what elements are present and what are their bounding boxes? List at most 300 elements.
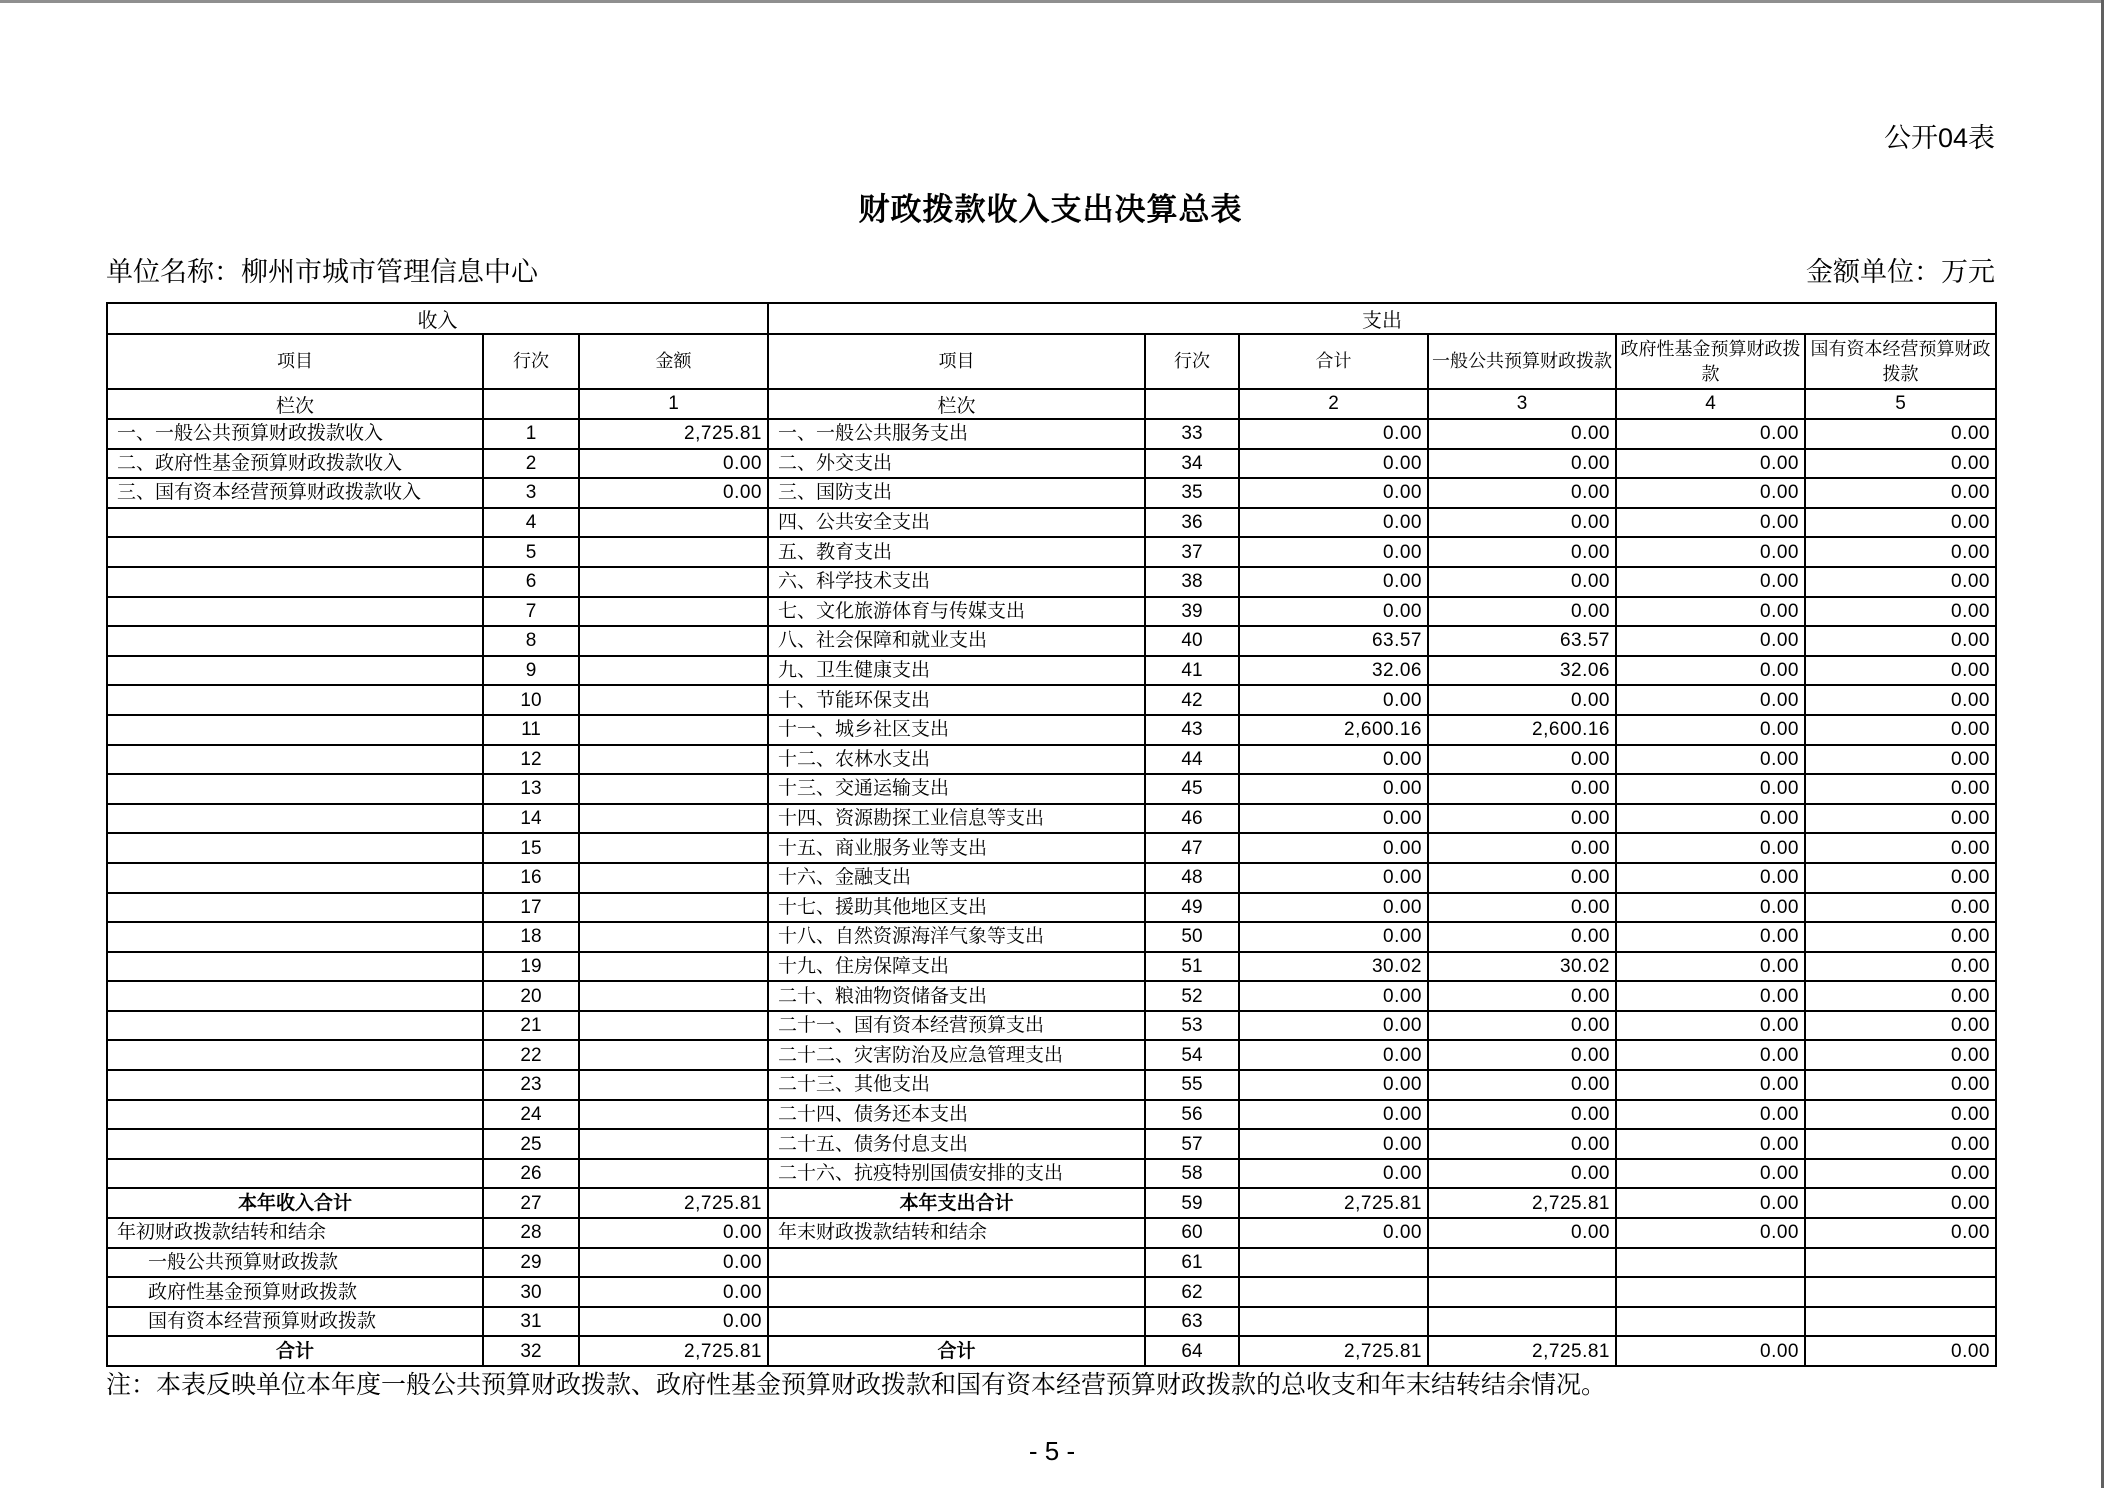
- unit-info-row: [106, 254, 1995, 290]
- expense-gov-fund-cell: 0.00: [1616, 508, 1805, 538]
- expense-total-cell: 0.00: [1239, 745, 1428, 775]
- expense-state-capital-cell: 0.00: [1805, 1188, 1996, 1218]
- income-line-cell: 19: [483, 952, 579, 982]
- expense-line-cell: 63: [1145, 1307, 1239, 1337]
- income-line-cell: 16: [483, 863, 579, 893]
- income-amount-cell: 0.00: [579, 449, 768, 479]
- expense-gov-fund-cell: 0.00: [1616, 1336, 1805, 1366]
- table-row: [107, 1040, 1996, 1070]
- expense-total-cell: [1239, 1277, 1428, 1307]
- expense-item-cell: 年末财政拨款结转和结余: [768, 1218, 1145, 1248]
- expense-total-cell: 0.00: [1239, 1159, 1428, 1189]
- expense-general-cell: 0.00: [1428, 508, 1616, 538]
- expense-line-cell: 36: [1145, 508, 1239, 538]
- expense-item-cell: 二、外交支出: [768, 449, 1145, 479]
- expense-state-capital-cell: 0.00: [1805, 952, 1996, 982]
- expense-total-header: 合计: [1239, 334, 1428, 389]
- expense-state-capital-cell: 0.00: [1805, 922, 1996, 952]
- expense-general-cell: 2,600.16: [1428, 715, 1616, 745]
- expense-item-cell: 二十五、债务付息支出: [768, 1129, 1145, 1159]
- expense-gov-fund-cell: 0.00: [1616, 863, 1805, 893]
- income-item-cell: [107, 981, 483, 1011]
- expense-general-cell: 0.00: [1428, 449, 1616, 479]
- table-row: [107, 774, 1996, 804]
- expense-state-capital-cell: 0.00: [1805, 478, 1996, 508]
- table-row: [107, 537, 1996, 567]
- income-item-cell: 一般公共预算财政拨款: [107, 1248, 483, 1278]
- income-amount-cell: [579, 685, 768, 715]
- expense-total-cell: 0.00: [1239, 893, 1428, 923]
- expense-item-cell: 九、卫生健康支出: [768, 656, 1145, 686]
- expense-index-line: [1145, 389, 1239, 419]
- income-line-cell: 9: [483, 656, 579, 686]
- expense-general-cell: 0.00: [1428, 833, 1616, 863]
- expense-general-cell: 0.00: [1428, 1218, 1616, 1248]
- expense-state-capital-cell: 0.00: [1805, 449, 1996, 479]
- expense-state-capital-header: 国有资本经营预算财政拨款: [1805, 334, 1996, 389]
- income-item-cell: [107, 715, 483, 745]
- income-item-cell: [107, 656, 483, 686]
- table-row: [107, 1248, 1996, 1278]
- expense-general-cell: 0.00: [1428, 922, 1616, 952]
- expense-total-cell: 2,725.81: [1239, 1188, 1428, 1218]
- expense-total-cell: 0.00: [1239, 1100, 1428, 1130]
- expense-line-cell: 38: [1145, 567, 1239, 597]
- expense-gov-fund-cell: 0.00: [1616, 419, 1805, 449]
- expense-gov-fund-cell: [1616, 1277, 1805, 1307]
- expense-gov-fund-cell: 0.00: [1616, 774, 1805, 804]
- expense-gov-fund-cell: 0.00: [1616, 537, 1805, 567]
- expense-item-cell: [768, 1277, 1145, 1307]
- expense-gov-fund-cell: 0.00: [1616, 715, 1805, 745]
- expense-item-cell: 合计: [768, 1336, 1145, 1366]
- income-amount-cell: [579, 952, 768, 982]
- document-page: [106, 0, 1995, 1367]
- income-amount-cell: 2,725.81: [579, 419, 768, 449]
- income-index-line: [483, 389, 579, 419]
- table-row: [107, 626, 1996, 656]
- expense-state-capital-cell: 0.00: [1805, 656, 1996, 686]
- expense-gov-fund-cell: [1616, 1307, 1805, 1337]
- income-item-cell: [107, 1129, 483, 1159]
- expense-gov-fund-cell: 0.00: [1616, 685, 1805, 715]
- income-line-cell: 28: [483, 1218, 579, 1248]
- income-amount-cell: [579, 833, 768, 863]
- expense-line-cell: 50: [1145, 922, 1239, 952]
- table-row: [107, 833, 1996, 863]
- table-row: [107, 449, 1996, 479]
- expense-line-cell: 47: [1145, 833, 1239, 863]
- income-line-cell: 32: [483, 1336, 579, 1366]
- income-amount-cell: [579, 1040, 768, 1070]
- expense-line-cell: 42: [1145, 685, 1239, 715]
- income-amount-cell: 0.00: [579, 1218, 768, 1248]
- expense-total-cell: 0.00: [1239, 508, 1428, 538]
- table-row: [107, 1011, 1996, 1041]
- expense-state-capital-cell: 0.00: [1805, 508, 1996, 538]
- expense-line-cell: 39: [1145, 597, 1239, 627]
- expense-item-cell: 二十、粮油物资储备支出: [768, 981, 1145, 1011]
- expense-gov-fund-cell: 0.00: [1616, 1188, 1805, 1218]
- expense-state-capital-cell: 0.00: [1805, 774, 1996, 804]
- expense-line-cell: 40: [1145, 626, 1239, 656]
- table-row: [107, 1336, 1996, 1366]
- expense-total-cell: 0.00: [1239, 774, 1428, 804]
- expense-general-cell: [1428, 1248, 1616, 1278]
- expense-state-capital-cell: 0.00: [1805, 537, 1996, 567]
- table-footnote: 注：本表反映单位本年度一般公共预算财政拨款、政府性基金预算财政拨款和国有资本经营预算财政拨款的总收支和年末结转结余情况。: [106, 1371, 1607, 1399]
- expense-state-capital-cell: 0.00: [1805, 1129, 1996, 1159]
- expense-general-cell: 0.00: [1428, 981, 1616, 1011]
- expense-index-5: 5: [1805, 389, 1996, 419]
- expense-item-cell: 二十三、其他支出: [768, 1070, 1145, 1100]
- income-amount-cell: [579, 774, 768, 804]
- income-line-cell: 27: [483, 1188, 579, 1218]
- expense-item-cell: [768, 1307, 1145, 1337]
- income-line-cell: 31: [483, 1307, 579, 1337]
- expense-item-cell: 七、文化旅游体育与传媒支出: [768, 597, 1145, 627]
- table-row: [107, 685, 1996, 715]
- expense-line-cell: 62: [1145, 1277, 1239, 1307]
- expense-item-cell: 十一、城乡社区支出: [768, 715, 1145, 745]
- table-row: [107, 922, 1996, 952]
- expense-line-cell: 37: [1145, 537, 1239, 567]
- income-amount-header: 金额: [579, 334, 768, 389]
- expense-line-cell: 35: [1145, 478, 1239, 508]
- income-line-cell: 22: [483, 1040, 579, 1070]
- table-row: [107, 893, 1996, 923]
- income-line-cell: 11: [483, 715, 579, 745]
- table-row: [107, 952, 1996, 982]
- expense-total-cell: [1239, 1307, 1428, 1337]
- expense-general-cell: 0.00: [1428, 863, 1616, 893]
- expense-general-cell: 0.00: [1428, 1040, 1616, 1070]
- income-line-cell: 3: [483, 478, 579, 508]
- expense-gov-fund-cell: 0.00: [1616, 833, 1805, 863]
- expense-general-cell: 0.00: [1428, 804, 1616, 834]
- table-row: [107, 478, 1996, 508]
- expense-gov-fund-cell: 0.00: [1616, 893, 1805, 923]
- expense-general-cell: 32.06: [1428, 656, 1616, 686]
- expense-line-cell: 55: [1145, 1070, 1239, 1100]
- expense-gov-fund-cell: 0.00: [1616, 626, 1805, 656]
- income-index-1: 1: [579, 389, 768, 419]
- column-index-row: [107, 389, 1996, 419]
- expense-state-capital-cell: 0.00: [1805, 1159, 1996, 1189]
- expense-line-cell: 49: [1145, 893, 1239, 923]
- expense-line-cell: 51: [1145, 952, 1239, 982]
- unit-name-label: 单位名称：柳州市城市管理信息中心: [106, 257, 538, 287]
- expense-line-cell: 41: [1145, 656, 1239, 686]
- expense-item-header: 项目: [768, 334, 1145, 389]
- expense-gov-fund-cell: [1616, 1248, 1805, 1278]
- expense-line-cell: 44: [1145, 745, 1239, 775]
- expense-line-cell: 61: [1145, 1248, 1239, 1278]
- income-line-cell: 25: [483, 1129, 579, 1159]
- expense-total-cell: 0.00: [1239, 449, 1428, 479]
- expense-general-cell: 0.00: [1428, 774, 1616, 804]
- income-line-cell: 1: [483, 419, 579, 449]
- expense-item-cell: 十九、住房保障支出: [768, 952, 1145, 982]
- table-row: [107, 1070, 1996, 1100]
- expense-index-3: 3: [1428, 389, 1616, 419]
- income-amount-cell: [579, 981, 768, 1011]
- table-row: [107, 419, 1996, 449]
- expense-index-4: 4: [1616, 389, 1805, 419]
- expense-line-cell: 56: [1145, 1100, 1239, 1130]
- expense-total-cell: 0.00: [1239, 981, 1428, 1011]
- income-item-cell: [107, 685, 483, 715]
- expense-item-cell: 二十一、国有资本经营预算支出: [768, 1011, 1145, 1041]
- expense-gov-fund-cell: 0.00: [1616, 449, 1805, 479]
- income-item-cell: [107, 597, 483, 627]
- income-item-cell: 一、一般公共预算财政拨款收入: [107, 419, 483, 449]
- expense-state-capital-cell: 0.00: [1805, 1100, 1996, 1130]
- income-line-cell: 6: [483, 567, 579, 597]
- expense-item-cell: 八、社会保障和就业支出: [768, 626, 1145, 656]
- income-item-cell: 三、国有资本经营预算财政拨款收入: [107, 478, 483, 508]
- expense-section-header: 支出: [768, 303, 1996, 334]
- income-amount-cell: [579, 626, 768, 656]
- expense-line-cell: 60: [1145, 1218, 1239, 1248]
- income-item-cell: 本年收入合计: [107, 1188, 483, 1218]
- expense-general-cell: 30.02: [1428, 952, 1616, 982]
- income-line-cell: 17: [483, 893, 579, 923]
- expense-gov-fund-cell: 0.00: [1616, 567, 1805, 597]
- expense-state-capital-cell: 0.00: [1805, 1070, 1996, 1100]
- income-amount-cell: [579, 804, 768, 834]
- expense-state-capital-cell: 0.00: [1805, 1218, 1996, 1248]
- table-row: [107, 1188, 1996, 1218]
- expense-item-cell: 本年支出合计: [768, 1188, 1145, 1218]
- table-row: [107, 1129, 1996, 1159]
- income-amount-cell: [579, 537, 768, 567]
- expense-general-cell: 0.00: [1428, 478, 1616, 508]
- expense-general-cell: 0.00: [1428, 567, 1616, 597]
- income-amount-cell: [579, 922, 768, 952]
- expense-gov-fund-cell: 0.00: [1616, 597, 1805, 627]
- expense-line-cell: 52: [1145, 981, 1239, 1011]
- expense-total-cell: 0.00: [1239, 833, 1428, 863]
- income-item-cell: [107, 893, 483, 923]
- income-item-cell: 政府性基金预算财政拨款: [107, 1277, 483, 1307]
- table-row: [107, 1100, 1996, 1130]
- expense-state-capital-cell: 0.00: [1805, 833, 1996, 863]
- expense-general-cell: 0.00: [1428, 537, 1616, 567]
- expense-item-cell: 四、公共安全支出: [768, 508, 1145, 538]
- income-item-cell: [107, 804, 483, 834]
- expense-line-cell: 54: [1145, 1040, 1239, 1070]
- expense-item-cell: 十八、自然资源海洋气象等支出: [768, 922, 1145, 952]
- table-row: [107, 1307, 1996, 1337]
- expense-line-cell: 45: [1145, 774, 1239, 804]
- expense-item-cell: 十三、交通运输支出: [768, 774, 1145, 804]
- income-amount-cell: [579, 715, 768, 745]
- expense-state-capital-cell: 0.00: [1805, 626, 1996, 656]
- form-number-label: 公开04表: [1883, 123, 1995, 153]
- income-amount-cell: [579, 567, 768, 597]
- expense-general-cell: 0.00: [1428, 1070, 1616, 1100]
- income-line-cell: 18: [483, 922, 579, 952]
- income-line-cell: 26: [483, 1159, 579, 1189]
- income-item-cell: [107, 833, 483, 863]
- expense-line-cell: 58: [1145, 1159, 1239, 1189]
- table-row: [107, 1277, 1996, 1307]
- income-line-cell: 10: [483, 685, 579, 715]
- table-row: [107, 1159, 1996, 1189]
- expense-state-capital-cell: [1805, 1277, 1996, 1307]
- income-item-cell: [107, 774, 483, 804]
- income-line-cell: 13: [483, 774, 579, 804]
- expense-state-capital-cell: 0.00: [1805, 1040, 1996, 1070]
- income-line-cell: 8: [483, 626, 579, 656]
- expense-item-cell: 十五、商业服务业等支出: [768, 833, 1145, 863]
- expense-item-cell: 一、一般公共服务支出: [768, 419, 1145, 449]
- fiscal-appropriation-table: [106, 302, 1997, 1367]
- expense-general-cell: 0.00: [1428, 745, 1616, 775]
- expense-general-cell: [1428, 1307, 1616, 1337]
- income-item-cell: [107, 1100, 483, 1130]
- expense-general-cell: 0.00: [1428, 419, 1616, 449]
- expense-state-capital-cell: 0.00: [1805, 863, 1996, 893]
- expense-general-cell: 0.00: [1428, 685, 1616, 715]
- income-amount-cell: [579, 1011, 768, 1041]
- expense-line-cell: 64: [1145, 1336, 1239, 1366]
- section-header-row: [107, 303, 1996, 334]
- expense-gov-fund-cell: 0.00: [1616, 1218, 1805, 1248]
- expense-line-cell: 48: [1145, 863, 1239, 893]
- income-line-cell: 4: [483, 508, 579, 538]
- expense-item-cell: 二十六、抗疫特别国债安排的支出: [768, 1159, 1145, 1189]
- income-line-cell: 5: [483, 537, 579, 567]
- expense-total-cell: 0.00: [1239, 1070, 1428, 1100]
- expense-line-cell: 33: [1145, 419, 1239, 449]
- expense-general-cell: 0.00: [1428, 1011, 1616, 1041]
- income-item-cell: 二、政府性基金预算财政拨款收入: [107, 449, 483, 479]
- income-line-cell: 14: [483, 804, 579, 834]
- expense-state-capital-cell: 0.00: [1805, 1011, 1996, 1041]
- expense-total-cell: 0.00: [1239, 922, 1428, 952]
- expense-gov-fund-header: 政府性基金预算财政拨款: [1616, 334, 1805, 389]
- income-amount-cell: [579, 863, 768, 893]
- income-line-cell: 7: [483, 597, 579, 627]
- expense-total-cell: [1239, 1248, 1428, 1278]
- expense-item-cell: 六、科学技术支出: [768, 567, 1145, 597]
- expense-total-cell: 32.06: [1239, 656, 1428, 686]
- expense-total-cell: 0.00: [1239, 478, 1428, 508]
- expense-line-cell: 57: [1145, 1129, 1239, 1159]
- expense-index-label: 栏次: [768, 389, 1145, 419]
- expense-total-cell: 0.00: [1239, 537, 1428, 567]
- income-item-cell: [107, 508, 483, 538]
- income-item-cell: [107, 626, 483, 656]
- income-line-header: 行次: [483, 334, 579, 389]
- income-line-cell: 24: [483, 1100, 579, 1130]
- expense-gov-fund-cell: 0.00: [1616, 922, 1805, 952]
- income-amount-cell: 0.00: [579, 1248, 768, 1278]
- income-line-cell: 2: [483, 449, 579, 479]
- expense-state-capital-cell: 0.00: [1805, 893, 1996, 923]
- expense-total-cell: 0.00: [1239, 419, 1428, 449]
- expense-line-cell: 53: [1145, 1011, 1239, 1041]
- income-amount-cell: [579, 656, 768, 686]
- expense-gov-fund-cell: 0.00: [1616, 981, 1805, 1011]
- expense-total-cell: 0.00: [1239, 804, 1428, 834]
- table-row: [107, 745, 1996, 775]
- table-row: [107, 981, 1996, 1011]
- expense-state-capital-cell: 0.00: [1805, 1336, 1996, 1366]
- expense-general-cell: 0.00: [1428, 1129, 1616, 1159]
- income-item-cell: [107, 1040, 483, 1070]
- table-row: [107, 508, 1996, 538]
- income-amount-cell: 0.00: [579, 478, 768, 508]
- expense-index-2: 2: [1239, 389, 1428, 419]
- expense-general-cell: 2,725.81: [1428, 1188, 1616, 1218]
- expense-state-capital-cell: [1805, 1248, 1996, 1278]
- expense-state-capital-cell: [1805, 1307, 1996, 1337]
- expense-item-cell: 十二、农林水支出: [768, 745, 1145, 775]
- expense-gov-fund-cell: 0.00: [1616, 1011, 1805, 1041]
- income-amount-cell: [579, 1070, 768, 1100]
- table-row: [107, 1218, 1996, 1248]
- expense-item-cell: 十七、援助其他地区支出: [768, 893, 1145, 923]
- income-amount-cell: [579, 1100, 768, 1130]
- income-line-cell: 12: [483, 745, 579, 775]
- expense-gov-fund-cell: 0.00: [1616, 1129, 1805, 1159]
- expense-gov-fund-cell: 0.00: [1616, 1159, 1805, 1189]
- expense-total-cell: 63.57: [1239, 626, 1428, 656]
- income-line-cell: 29: [483, 1248, 579, 1278]
- income-amount-cell: [579, 745, 768, 775]
- income-item-cell: [107, 1159, 483, 1189]
- expense-general-cell: 63.57: [1428, 626, 1616, 656]
- income-amount-cell: 2,725.81: [579, 1336, 768, 1366]
- expense-general-cell: 0.00: [1428, 1100, 1616, 1130]
- income-item-cell: [107, 745, 483, 775]
- expense-total-cell: 0.00: [1239, 1040, 1428, 1070]
- expense-total-cell: 2,725.81: [1239, 1336, 1428, 1366]
- expense-gov-fund-cell: 0.00: [1616, 656, 1805, 686]
- income-line-cell: 30: [483, 1277, 579, 1307]
- income-item-cell: [107, 922, 483, 952]
- table-row: [107, 597, 1996, 627]
- expense-item-cell: [768, 1248, 1145, 1278]
- table-row: [107, 863, 1996, 893]
- expense-state-capital-cell: 0.00: [1805, 597, 1996, 627]
- income-item-cell: 年初财政拨款结转和结余: [107, 1218, 483, 1248]
- expense-item-cell: 二十四、债务还本支出: [768, 1100, 1145, 1130]
- expense-total-cell: 0.00: [1239, 597, 1428, 627]
- income-amount-cell: [579, 1159, 768, 1189]
- expense-state-capital-cell: 0.00: [1805, 981, 1996, 1011]
- income-item-cell: 国有资本经营预算财政拨款: [107, 1307, 483, 1337]
- expense-general-cell: 2,725.81: [1428, 1336, 1616, 1366]
- income-amount-cell: [579, 1129, 768, 1159]
- expense-state-capital-cell: 0.00: [1805, 685, 1996, 715]
- expense-general-budget-header: 一般公共预算财政拨款: [1428, 334, 1616, 389]
- table-row: [107, 715, 1996, 745]
- income-amount-cell: 0.00: [579, 1277, 768, 1307]
- table-row: [107, 656, 1996, 686]
- expense-general-cell: 0.00: [1428, 893, 1616, 923]
- expense-line-cell: 46: [1145, 804, 1239, 834]
- income-section-header: 收入: [107, 303, 768, 334]
- income-amount-cell: [579, 508, 768, 538]
- income-item-cell: [107, 1070, 483, 1100]
- expense-gov-fund-cell: 0.00: [1616, 1040, 1805, 1070]
- expense-item-cell: 二十二、灾害防治及应急管理支出: [768, 1040, 1145, 1070]
- expense-gov-fund-cell: 0.00: [1616, 952, 1805, 982]
